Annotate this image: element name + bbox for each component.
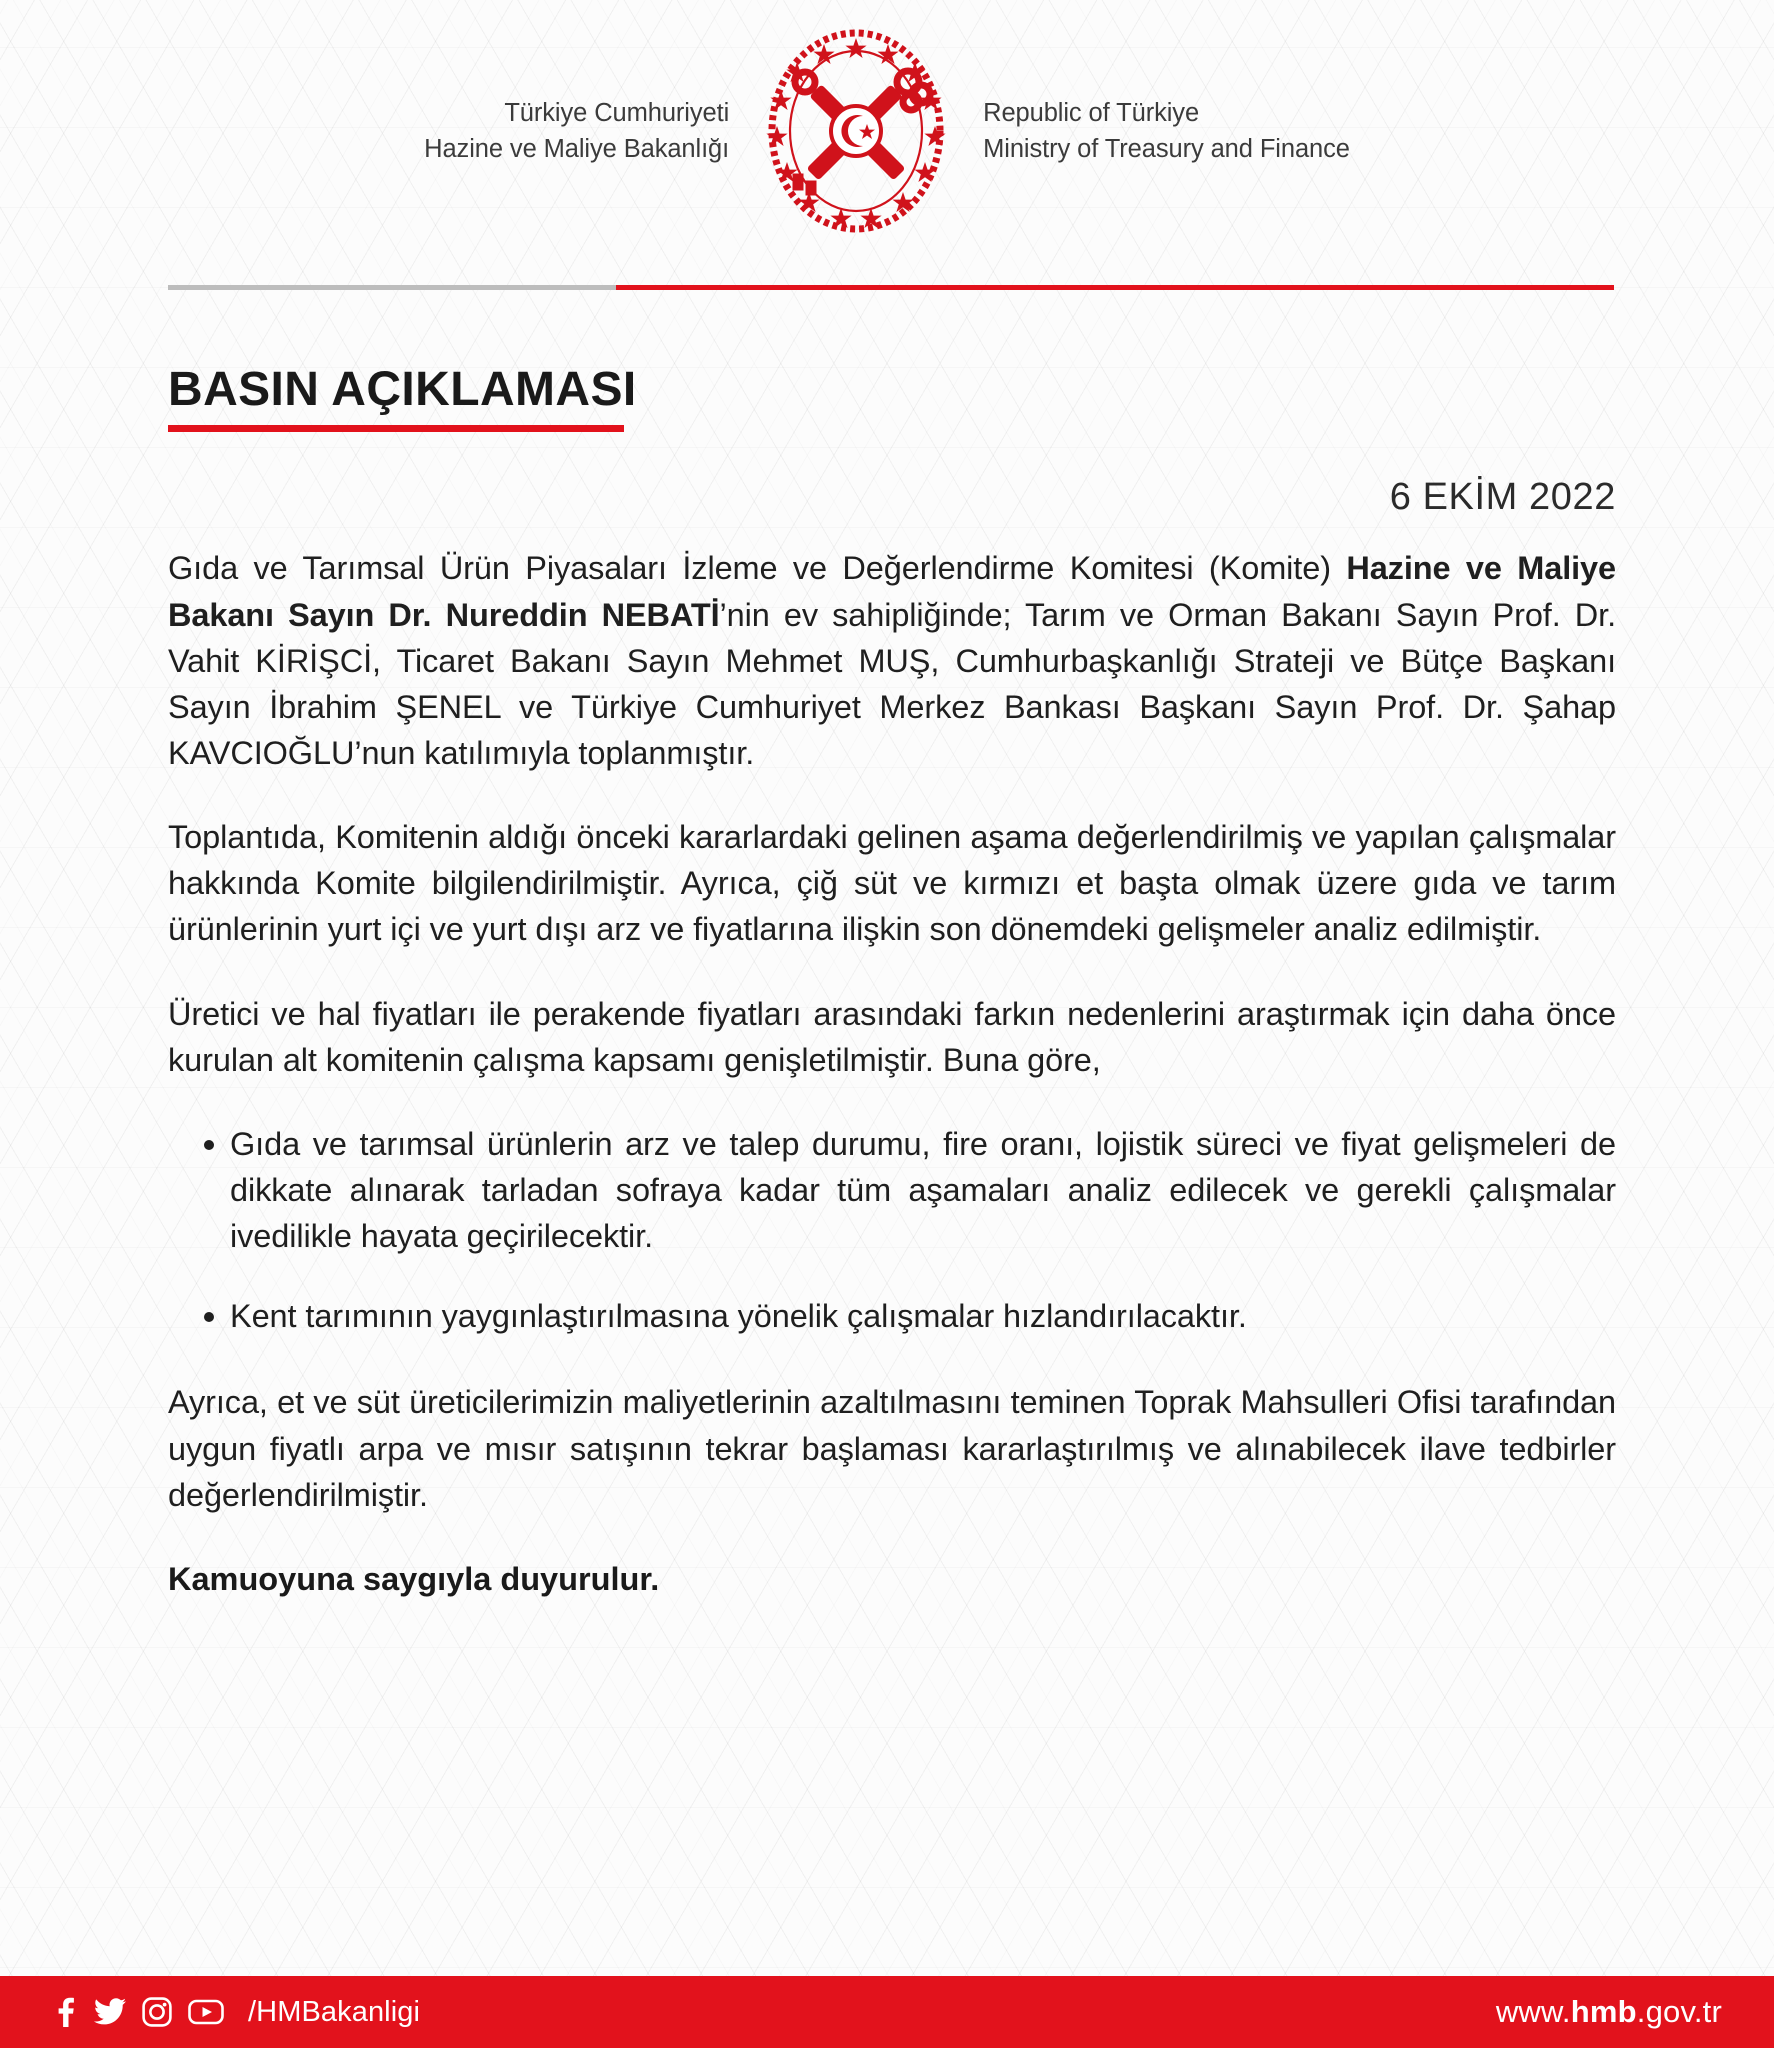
page-title: BASIN AÇIKLAMASI bbox=[168, 363, 637, 416]
decisions-list bbox=[192, 1121, 1616, 1340]
lockup-english-line1: Republic of Türkiye bbox=[983, 98, 1200, 127]
paragraph-1 bbox=[168, 545, 1616, 776]
social-links bbox=[52, 1996, 420, 2029]
website-suffix: .gov.tr bbox=[1636, 1994, 1722, 2029]
lockup-english-line2: Ministry of Treasury and Finance bbox=[983, 135, 1350, 163]
page-footer bbox=[0, 1976, 1774, 2048]
list-item: Kent tarımının yaygınlaştırılmasına yönelik çalışmalar hızlandırılacaktır. bbox=[192, 1293, 1616, 1339]
divider-red-segment bbox=[616, 285, 1614, 290]
document-body bbox=[168, 365, 1616, 1602]
title-underline bbox=[168, 425, 624, 432]
website-url[interactable] bbox=[1496, 1994, 1722, 2030]
page-header bbox=[0, 0, 1774, 262]
closing-statement: Kamuoyuna saygıyla duyurulur. bbox=[168, 1560, 660, 1597]
paragraph-4: Ayrıca, et ve süt üreticilerimizin maliyetlerinin azaltılmasını teminen Toprak Mahsulleri Ofisi tarafından uygun fiyatlı arpa ve mısır satışının tekrar başlaması kararlaştırılmış ve alınabilecek ilave tedbirler değerlendirilmiştir. bbox=[168, 1384, 1616, 1513]
twitter-icon[interactable] bbox=[94, 1998, 126, 2026]
header-divider bbox=[168, 285, 1614, 290]
instagram-icon[interactable] bbox=[142, 1997, 172, 2027]
lockup-turkish bbox=[424, 95, 729, 167]
paragraph-1-text-b: ’nin ev sahipliğinde; Tarım ve Orman Bakanı Sayın Prof. Dr. Vahit KİRİŞCİ, Ticaret Bakanı Sayın Mehmet MUŞ, Cumhurbaşkanlığı Strateji ve Bütçe Başkanı Sayın İbrahim ŞENEL ve Türkiye Cumhuriyet Merkez Bankası Başkanı Sayın Prof. Dr. Şahap KAVCIOĞLU’nun katılımıyla toplanmıştır. bbox=[168, 596, 1617, 771]
lockup-turkish-line2: Hazine ve Maliye Bakanlığı bbox=[424, 135, 730, 163]
website-prefix: www. bbox=[1495, 1994, 1571, 2029]
paragraph-3: Üretici ve hal fiyatları ile perakende fiyatları arasındaki farkın nedenlerini araştırmak için daha önce kurulan alt komitenin çalışma kapsamı genişletilmiştir. Buna göre, bbox=[168, 995, 1616, 1078]
decisions-list-block bbox=[192, 1121, 1616, 1340]
turkish-state-emblem-icon bbox=[751, 26, 961, 236]
lockup-english bbox=[983, 95, 1350, 167]
paragraph-1-text-a: Gıda ve Tarımsal Ürün Piyasaları İzleme ve Değerlendirme Komitesi (Komite) bbox=[168, 550, 1347, 587]
website-brand: hmb bbox=[1570, 1994, 1637, 2029]
list-item: Gıda ve tarımsal ürünlerin arz ve talep durumu, fire oranı, lojistik süreci ve fiyat gelişmeleri de dikkate alınarak tarladan sofraya kadar tüm aşamaları analiz edilecek ve gerekli çalışmalar ivedilikle hayata geçirilecektir. bbox=[192, 1121, 1616, 1259]
social-handle[interactable]: /HMBakanligi bbox=[248, 1995, 421, 2028]
lockup-turkish-line1: Türkiye Cumhuriyeti bbox=[504, 98, 730, 127]
ministry-lockup bbox=[424, 26, 1350, 236]
youtube-icon[interactable] bbox=[188, 1998, 224, 2026]
facebook-icon[interactable] bbox=[52, 1997, 78, 2027]
document-date: 6 EKİM 2022 bbox=[1389, 476, 1616, 519]
divider-gray-segment bbox=[168, 285, 616, 290]
paragraph-2: Toplantıda, Komitenin aldığı önceki kararlardaki gelinen aşama değerlendirilmiş ve yapılan çalışmalar hakkında Komite bilgilendirilmiştir. Ayrıca, çiğ süt ve kırmızı et başta olmak üzere gıda ve tarım ürünlerinin yurt içi ve yurt dışı arz ve fiyatlarına ilişkin son dönemdeki gelişmeler analiz edilmiştir. bbox=[168, 819, 1616, 948]
paragraph-1-bold-name: Hazine ve Maliye Bakanı Sayın Dr. Nureddin NEBATİ bbox=[168, 550, 1617, 633]
